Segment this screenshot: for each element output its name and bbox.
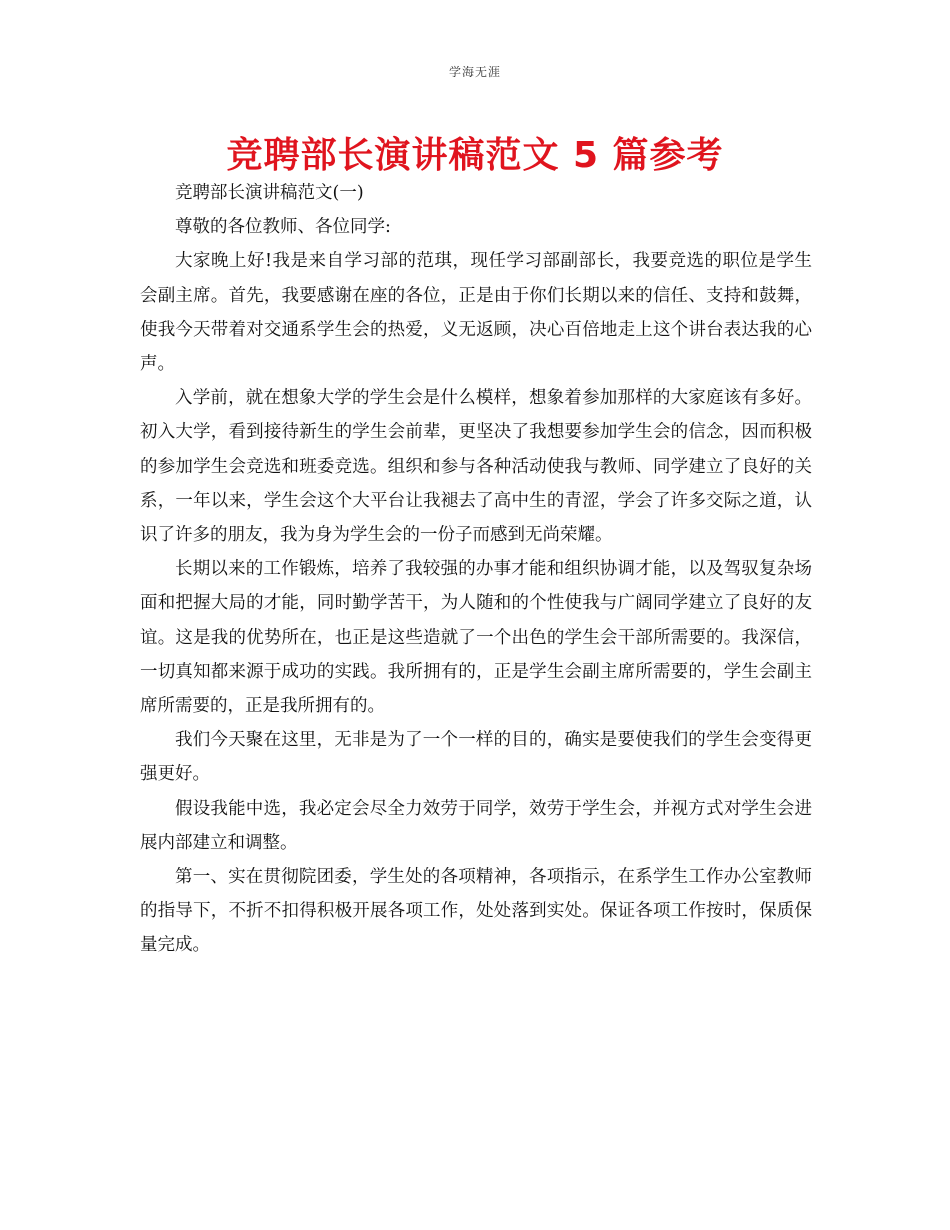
page-header: 学海无涯 — [448, 65, 501, 79]
paragraph: 第一、实在贯彻院团委，学生处的各项精神，各项指示，在系学生工作办公室教师的指导下，不折不扣得积极开展各项工作，处处落到实处。保证各项工作按时，保质保量完成。 — [140, 867, 812, 956]
salutation: 尊敬的各位教师、各位同学: — [175, 217, 391, 238]
document-title: 竞聘部长演讲稿范文 5 篇参考 — [226, 135, 724, 176]
paragraph: 我们今天聚在这里，无非是为了一个一样的目的，确实是要使我们的学生会变得更强更好。 — [140, 730, 812, 785]
section-heading: 竞聘部长演讲稿范文(一) — [175, 183, 364, 203]
paragraph: 大家晚上好!我是来自学习部的范琪，现任学习部副部长，我要竞选的职位是学生会副主席。首先，我要感谢在座的各位，正是由于你们长期以来的信任、支持和鼓舞，使我今天带着对交通系学生会的热爱，义无返顾，决心百倍地走上这个讲台表达我的心声。 — [140, 251, 812, 375]
paragraph: 长期以来的工作锻炼，培养了我较强的办事才能和组织协调才能，以及驾驭复杂场面和把握大局的才能，同时勤学苦干，为人随和的个性使我与广阔同学建立了良好的友谊。这是我的优势所在，也正是这些造就了一个出色的学生会干部所需要的。我深信，一切真知都来源于成功的实践。我所拥有的，正是学生会副主席所需要的，学生会副主席所需要的，正是我所拥有的。 — [140, 559, 812, 717]
paragraph: 入学前，就在想象大学的学生会是什么模样，想象着参加那样的大家庭该有多好。初入大学，看到接待新生的学生会前辈，更坚决了我想要参加学生会的信念，因而积极的参加学生会竞选和班委竞选。组织和参与各种活动使我与教师、同学建立了良好的关系，一年以来，学生会这个大平台让我褪去了高中生的青涩，学会了许多交际之道，认识了许多的朋友，我为身为学生会的一份子而感到无尚荣耀。 — [140, 388, 812, 546]
paragraph: 假设我能中选，我必定会尽全力效劳于同学，效劳于学生会，并视方式对学生会进展内部建立和调整。 — [140, 798, 812, 853]
document-body — [140, 176, 812, 963]
